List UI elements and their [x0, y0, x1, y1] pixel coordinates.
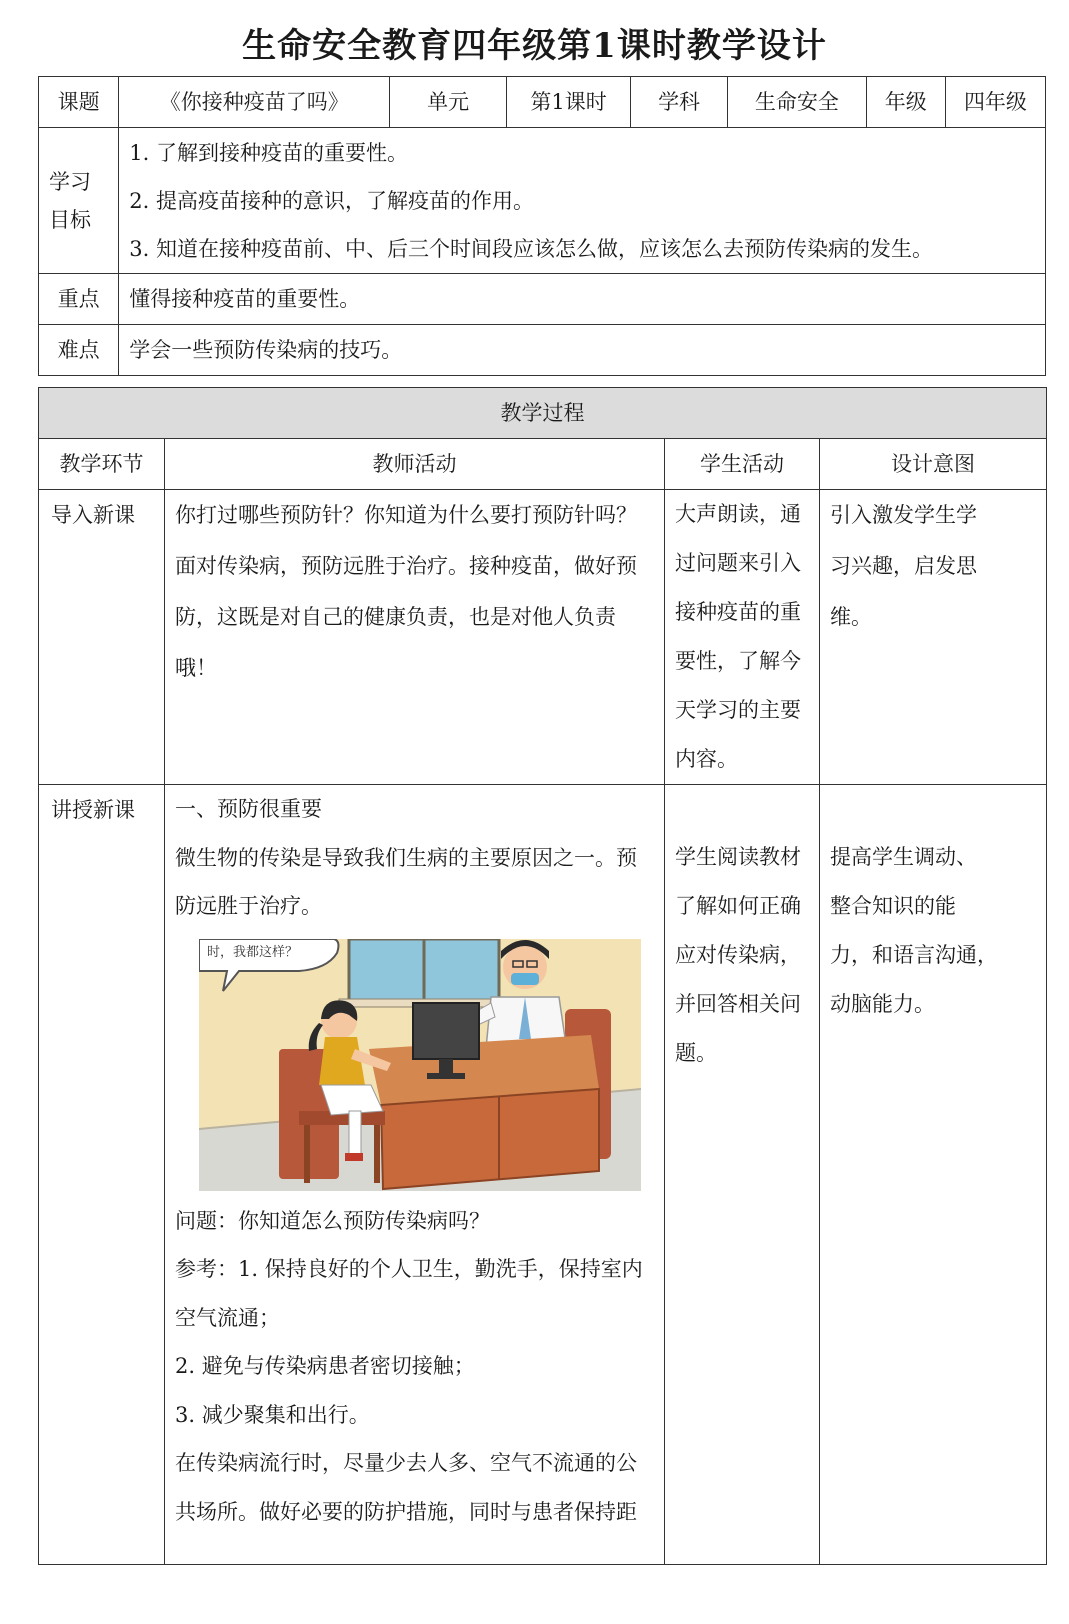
subject-value: 生命安全: [728, 77, 867, 128]
paragraph-line: 维。: [830, 605, 872, 629]
difficulty-label: 难点: [39, 325, 119, 376]
speech-bubble-text: 时，我都这样？: [207, 944, 299, 960]
paragraph-line: 防远胜于治疗。: [175, 894, 322, 918]
subject-label: 学科: [631, 77, 728, 128]
design-intent-intro: [820, 490, 1047, 785]
paragraph-line: 空气流通；: [175, 1305, 280, 1330]
section-heading: 一、预防很重要: [175, 797, 322, 821]
goal-item: 2. 提高疫苗接种的意识，了解疫苗的作用。: [129, 188, 534, 213]
paragraph-line: 2. 避免与传染病患者密切接触；: [175, 1354, 475, 1378]
topic-value: 《你接种疫苗了吗》: [119, 77, 390, 128]
grade-value: 四年级: [945, 77, 1045, 128]
paragraph-line: 应对传染病，: [675, 943, 801, 967]
paragraph-line: 微生物的传染是导致我们生病的主要原因之一。预: [175, 845, 637, 870]
question-line: 问题：你知道怎么预防传染病吗？: [175, 1208, 490, 1233]
stage-intro: 导入新课: [39, 490, 165, 785]
paragraph-line: 整合知识的能: [830, 894, 956, 918]
paragraph-line: 动脑能力。: [830, 992, 935, 1016]
paragraph-line: 接种疫苗的重: [675, 600, 801, 624]
key-point-value: 懂得接种疫苗的重要性。: [119, 274, 1046, 325]
grade-label: 年级: [866, 77, 945, 128]
difficulty-value: 学会一些预防传染病的技巧。: [119, 325, 1046, 376]
goals-list: [119, 128, 1046, 274]
goals-label: [39, 128, 119, 274]
stage-new-lesson: 讲授新课: [39, 785, 165, 1565]
teacher-activity-new-lesson: [165, 785, 665, 1565]
paragraph-line: 引入激发学生学: [830, 503, 977, 527]
topic-label: 课题: [39, 77, 119, 128]
doctor-consultation-illustration: [199, 939, 641, 1191]
header-teacher: 教师活动: [165, 439, 665, 490]
unit-label: 单元: [390, 77, 507, 128]
paragraph-line: 要性，了解今: [675, 649, 801, 673]
paragraph-line: 面对传染病，预防远胜于治疗。接种疫苗，做好预: [175, 554, 637, 578]
paragraph-line: 你打过哪些预防针？你知道为什么要打预防针吗？: [175, 503, 637, 527]
goal-item: 1. 了解到接种疫苗的重要性。: [129, 140, 408, 165]
paragraph-line: 力，和语言沟通，: [830, 943, 998, 967]
paragraph-line: 习兴趣，启发思: [830, 554, 977, 578]
header-student: 学生活动: [665, 439, 820, 490]
goal-item: 3. 知道在接种疫苗前、中、后三个时间段应该怎么做，应该怎么去预防传染病的发生。: [129, 236, 933, 261]
document-title: 生命安全教育四年级第1课时教学设计: [242, 26, 827, 66]
header-stage: 教学环节: [39, 439, 165, 490]
teacher-activity-intro: [165, 490, 665, 785]
process-title: 教学过程: [39, 388, 1047, 439]
student-activity-new-lesson: [665, 785, 820, 1565]
paragraph-line: 参考：1. 保持良好的个人卫生，勤洗手，保持室内: [175, 1257, 643, 1281]
unit-value: 第1课时: [507, 77, 631, 128]
paragraph-line: 内容。: [675, 747, 738, 771]
paragraph-line: 了解如何正确: [675, 894, 801, 918]
student-activity-intro: [665, 490, 820, 785]
teaching-process-table: [38, 387, 1047, 1565]
paragraph-line: 题。: [675, 1041, 717, 1065]
header-intent: 设计意图: [820, 439, 1047, 490]
paragraph-line: 3. 减少聚集和出行。: [175, 1402, 370, 1427]
paragraph-line: 过问题来引入: [675, 551, 801, 575]
paragraph-line: 共场所。做好必要的防护措施，同时与患者保持距: [175, 1499, 637, 1524]
paragraph-line: 大声朗读，通: [675, 502, 801, 526]
paragraph-line: 学生阅读教材: [675, 845, 801, 869]
paragraph-line: 在传染病流行时，尽量少去人多、空气不流通的公: [175, 1451, 637, 1475]
design-intent-new-lesson: [820, 785, 1047, 1565]
paragraph-line: 提高学生调动、: [830, 845, 977, 869]
paragraph-line: 并回答相关问: [675, 992, 801, 1016]
lesson-info-table: [38, 76, 1046, 376]
goals-label-text: 学习目标: [49, 169, 91, 232]
paragraph-line: 天学习的主要: [675, 698, 801, 722]
paragraph-line: 防，这既是对自己的健康负责，也是对他人负责哦！: [175, 605, 616, 680]
key-point-label: 重点: [39, 274, 119, 325]
